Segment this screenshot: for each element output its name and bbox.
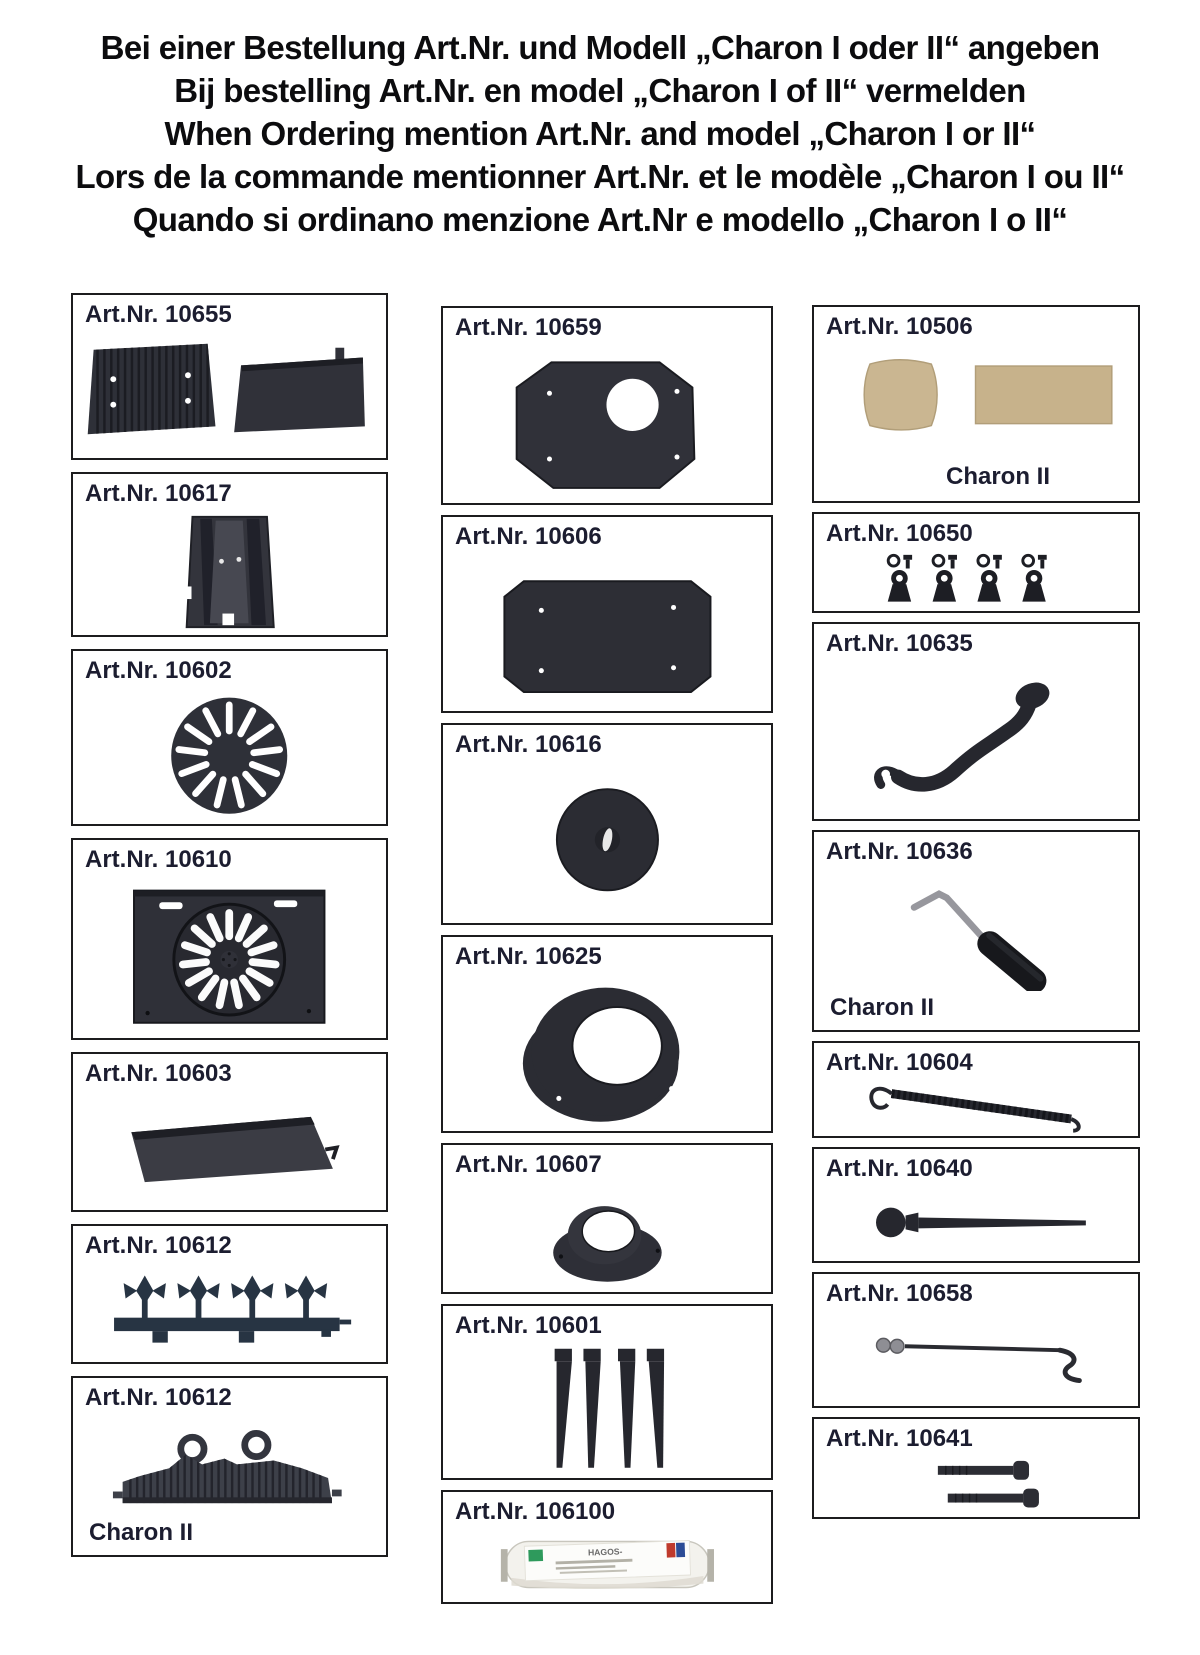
part-illustration-10601 [443, 1340, 771, 1478]
header-line-de: Bei einer Bestellung Art.Nr. und Modell „Charon I oder II“ angeben [100, 29, 1100, 66]
part-box-10506 [812, 305, 1140, 503]
baffle-tray-image [79, 1090, 379, 1207]
art-number-label: Art.Nr. 10641 [826, 1425, 973, 1452]
art-number-label: Art.Nr. 10635 [826, 630, 973, 657]
part-illustration-10602 [73, 685, 386, 824]
art-number-label: Art.Nr. 10603 [85, 1060, 232, 1087]
part-illustration-10655 [73, 329, 386, 458]
art-number-label: Art.Nr. 10659 [455, 314, 602, 341]
bushing-collar-image [450, 1181, 765, 1289]
part-box-10658 [812, 1272, 1140, 1408]
part-illustration-10640 [814, 1183, 1138, 1261]
ribbed-crown-bar-image [79, 1414, 379, 1517]
part-box-10659 [441, 306, 773, 505]
knob-rod-image [820, 1185, 1131, 1260]
part-illustration-10641 [814, 1453, 1138, 1517]
tube-brand-text: HAGOS- [587, 1545, 623, 1558]
part-box-10640 [812, 1147, 1140, 1263]
part-box-10601 [441, 1304, 773, 1480]
part-illustration-10636 [814, 866, 1138, 994]
art-number-label: Art.Nr. 10602 [85, 657, 232, 684]
art-number-label: Art.Nr. 10601 [455, 1312, 602, 1339]
part-box-10607 [441, 1143, 773, 1294]
order-notice-header [0, 26, 1200, 241]
part-illustration-10606 [443, 551, 771, 711]
art-number-label: Art.Nr. 10612 [85, 1232, 232, 1259]
part-illustration-10635 [814, 658, 1138, 819]
handle-tool-image [820, 869, 1131, 992]
art-number-label: Art.Nr. 10612 [85, 1384, 232, 1411]
bolt-pair-image [820, 1454, 1131, 1515]
sealant-tube-illustration [443, 1526, 771, 1602]
art-number-label: Art.Nr. 10658 [826, 1280, 973, 1307]
plate-with-hole-image [450, 345, 765, 500]
column-right [812, 305, 1140, 1519]
part-box-10655 [71, 293, 388, 460]
art-number-label: Art.Nr. 10617 [85, 480, 232, 507]
header-line-fr: Lors de la commande mentionner Art.Nr. et le modèle „Charon I ou II“ [75, 158, 1125, 195]
part-illustration-10650 [814, 548, 1138, 611]
part-box-10612-charon2 [71, 1376, 388, 1557]
part-illustration-10506 [814, 341, 1138, 463]
part-box-106100 [441, 1490, 773, 1604]
art-number-label: Art.Nr. 10655 [85, 301, 232, 328]
round-knob-image [450, 762, 765, 919]
bent-rod-image [820, 1310, 1131, 1404]
art-number-label: Art.Nr. 10607 [455, 1151, 602, 1178]
art-number-label: Art.Nr. 10506 [826, 313, 973, 340]
collar-ring-image [450, 974, 765, 1128]
art-number-label: Art.Nr. 10604 [826, 1049, 973, 1076]
part-illustration-10658 [814, 1308, 1138, 1406]
part-box-10610 [71, 838, 388, 1040]
art-number-label: Art.Nr. 10625 [455, 943, 602, 970]
slotted-disc-image [79, 688, 379, 821]
rosette-panel-image [79, 877, 379, 1034]
part-box-10625 [441, 935, 773, 1133]
four-legs-image [450, 1343, 765, 1475]
column-left [71, 293, 388, 1557]
part-illustration-10604 [814, 1077, 1138, 1136]
part-illustration-10612 [73, 1260, 386, 1362]
header-line-it: Quando si ordinano menzione Art.Nr e modello „Charon I o II“ [132, 201, 1068, 238]
flat-plate-image [450, 554, 765, 708]
part-illustration-10625 [443, 971, 771, 1131]
crank-lever-image [820, 661, 1131, 816]
part-box-10604 [812, 1041, 1140, 1138]
part-illustration-10617 [73, 508, 386, 635]
art-number-label: Art.Nr. 10610 [85, 846, 232, 873]
sealant-cartridge-image [450, 1528, 765, 1601]
clamp-set-image [820, 549, 1131, 609]
part-illustration-10610 [73, 874, 386, 1038]
part-box-10616 [441, 723, 773, 925]
model-caption: Charon II [89, 1519, 194, 1546]
channel-plate-image [79, 511, 379, 633]
part-box-10641 [812, 1417, 1140, 1519]
header-line-nl: Bij bestelling Art.Nr. en model „Charon I of II“ vermelden [174, 72, 1026, 109]
ornamental-grate-bar-image [79, 1262, 379, 1360]
part-box-10617 [71, 472, 388, 637]
art-number-label: Art.Nr. 10636 [826, 838, 973, 865]
art-number-label: Art.Nr. 10640 [826, 1155, 973, 1182]
part-illustration-10603 [73, 1088, 386, 1210]
part-illustration-10659 [443, 342, 771, 503]
part-box-10650 [812, 512, 1140, 613]
art-number-label: Art.Nr. 10606 [455, 523, 602, 550]
part-illustration-10616 [443, 759, 771, 923]
part-box-10636 [812, 830, 1140, 1032]
part-box-10606 [441, 515, 773, 713]
model-caption: Charon II [830, 994, 935, 1021]
gasket-boards-image [820, 343, 1131, 460]
part-illustration-10607 [443, 1179, 771, 1292]
part-box-10602 [71, 649, 388, 826]
art-number-label: Art.Nr. 10650 [826, 520, 973, 547]
art-number-label: Art.Nr. 10616 [455, 731, 602, 758]
art-number-label: Art.Nr. 106100 [455, 1498, 616, 1525]
column-middle [441, 306, 773, 1604]
part-box-10603 [71, 1052, 388, 1212]
part-box-10612 [71, 1224, 388, 1364]
ribbed-plate-and-panel-image [79, 332, 379, 456]
model-caption: Charon II [945, 463, 1050, 490]
tension-spring-image [820, 1078, 1131, 1135]
header-line-en: When Ordering mention Art.Nr. and model „Charon I or II“ [164, 115, 1036, 152]
part-illustration-10612-charon2 [73, 1412, 386, 1519]
part-box-10635 [812, 622, 1140, 821]
